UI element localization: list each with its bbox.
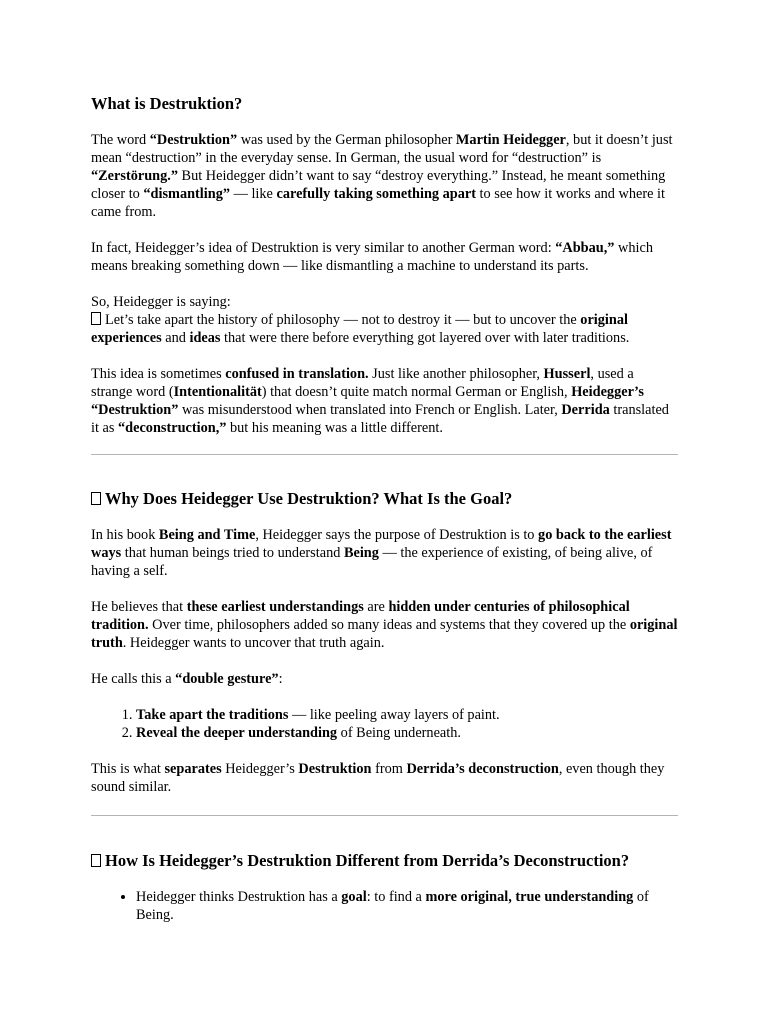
bold-martin-heidegger: Martin Heidegger (455, 132, 566, 148)
bold-destruktion: “Destruktion” (149, 132, 238, 148)
paragraph-earliest-understandings (91, 598, 678, 652)
text: was used by the German philosopher (237, 132, 456, 148)
paragraph-being-and-time (91, 526, 678, 580)
text: are (363, 599, 389, 615)
text: from (371, 761, 407, 777)
numbered-list (91, 706, 678, 742)
bold-heideggers-destruktion: Heidegger’s “Destruktion” (91, 384, 644, 418)
text: , Heidegger says the purpose of Destruktion is to (255, 527, 539, 543)
text: but his meaning was a little different. (226, 420, 443, 436)
text: that were there before everything got layered over with later traditions. (220, 330, 630, 346)
text: This idea is sometimes (91, 366, 226, 382)
bold-destruktion: Destruktion (298, 761, 372, 777)
text: , but it doesn’t just mean “destruction” in the everyday sense. In German, the usual word for “destruction” is (91, 132, 673, 166)
text: . Heidegger wants to uncover that truth again. (122, 635, 385, 651)
text: In fact, Heidegger’s idea of Destruktion is very similar to another German word: (91, 240, 556, 256)
bold-original-experiences: original experiences (91, 312, 628, 346)
text: to see how it works and where it came from. (91, 186, 665, 220)
bold-being-and-time: Being and Time (158, 527, 256, 543)
missing-glyph-icon (91, 492, 101, 505)
bold-confused-in-translation: confused in translation. (225, 366, 369, 382)
text: But Heidegger didn’t want to say “destroy everything.” Instead, he meant something closer to (91, 168, 666, 202)
text: : to find a (366, 889, 426, 905)
text: was misunderstood when translated into French or English. Later, (178, 402, 562, 418)
text: which means breaking something down — like dismantling a machine to understand its parts. (91, 240, 653, 274)
bold-take-apart: Take apart the traditions (136, 707, 289, 723)
bold-goal: goal (341, 889, 367, 905)
bold-derridas-deconstruction: Derrida’s deconstruction (406, 761, 559, 777)
section-why-destruktion (91, 489, 678, 796)
text: : (278, 671, 283, 687)
text: So, Heidegger is saying: (91, 294, 231, 310)
bold-husserl: Husserl (543, 366, 591, 382)
bold-separates: separates (164, 761, 222, 777)
text: of Being underneath. (337, 725, 461, 741)
heading-text: How Is Heidegger’s Destruktion Different from Derrida’s Deconstruction? (105, 851, 630, 870)
bold-being: Being (343, 545, 379, 561)
bold-more-original: more original, true understanding (425, 889, 634, 905)
paragraph-translation (91, 365, 678, 437)
bold-hidden-under-centuries: hidden under centuries of philosophical tradition. (91, 599, 630, 633)
paragraph-double-gesture (91, 670, 678, 688)
text: He calls this a (91, 671, 176, 687)
bold-original-truth: original truth (91, 617, 678, 651)
bold-reveal: Reveal the deeper understanding (136, 725, 338, 741)
paragraph-separates (91, 760, 678, 796)
bold-ideas: ideas (189, 330, 221, 346)
paragraph-abbau (91, 239, 678, 275)
text: — like peeling away layers of paint. (288, 707, 500, 723)
heading-why-destruktion (91, 489, 678, 509)
text: , even though they sound similar. (91, 761, 665, 795)
bold-intentionalitat: Intentionalität (173, 384, 262, 400)
text: and (161, 330, 190, 346)
paragraph-heidegger-saying (91, 293, 678, 347)
text: translated it as (91, 402, 669, 436)
heading-what-is-destruktion: What is Destruktion? (91, 94, 243, 113)
bold-dismantling: “dismantling” (143, 186, 231, 202)
bold-abbau: “Abbau,” (555, 240, 615, 256)
bold-earliest-understandings: these earliest understandings (186, 599, 364, 615)
section-difference (91, 851, 678, 942)
bold-go-back: go back to the earliest ways (91, 527, 672, 561)
bold-derrida: Derrida (561, 402, 610, 418)
section-what-is-destruktion (91, 94, 678, 437)
paragraph-word-destruktion (91, 131, 678, 221)
list-item (136, 888, 678, 924)
text: ) that doesn’t quite match normal German or English, (261, 384, 572, 400)
horizontal-divider (91, 815, 678, 816)
heading-text: Why Does Heidegger Use Destruktion? What Is the Goal? (105, 489, 513, 508)
text: He believes that (91, 599, 187, 615)
bold-deconstruction: “deconstruction,” (118, 420, 227, 436)
bold-carefully-taking-apart: carefully taking something apart (276, 186, 476, 202)
text: — the experience of existing, of being alive, of having a self. (91, 545, 653, 579)
horizontal-divider (91, 454, 678, 455)
text: — like (230, 186, 277, 202)
bold-zerstorung: “Zerstörung.” (91, 168, 178, 184)
missing-glyph-icon (91, 854, 101, 867)
text: Over time, philosophers added so many ideas and systems that they covered up the (148, 617, 630, 633)
missing-glyph-icon (91, 312, 101, 325)
text: This is what (91, 761, 165, 777)
heading-difference (91, 851, 678, 871)
text: Heidegger’s (221, 761, 299, 777)
text: Just like another philosopher, (368, 366, 544, 382)
text: In his book (91, 527, 159, 543)
text: , used a strange word ( (91, 366, 634, 400)
text: of Being. (136, 889, 649, 923)
list-item (136, 724, 678, 742)
bullet-list (91, 888, 678, 924)
text: Heidegger thinks Destruktion has a (136, 889, 342, 905)
bold-double-gesture: “double gesture” (175, 671, 279, 687)
text: Let’s take apart the history of philosophy — not to destroy it — but to uncover the (105, 312, 581, 328)
list-item (136, 706, 678, 724)
text: The word (91, 132, 150, 148)
text: that human beings tried to understand (121, 545, 344, 561)
